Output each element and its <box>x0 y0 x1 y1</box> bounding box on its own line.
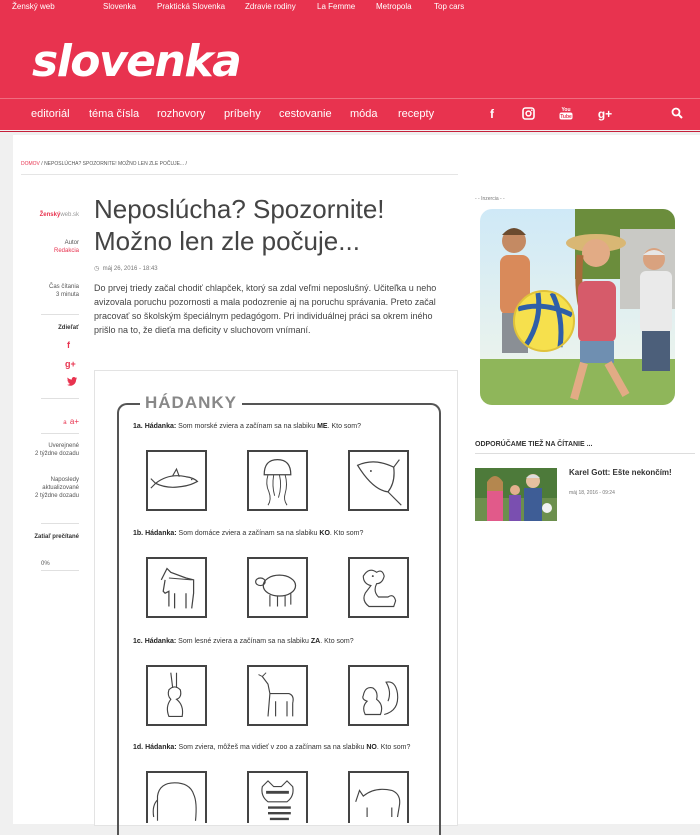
breadcrumb-separator: / <box>185 161 187 167</box>
recommended-heading: ODPORÚČAME TIEŽ NA ČÍTANIE ... <box>475 441 593 448</box>
network-link[interactable]: Zdravie rodiny <box>245 2 296 11</box>
recommended-article-title[interactable]: Karel Gott: Ešte nekončím! <box>569 468 672 477</box>
riddle-1d: 1d. Hádanka: Som zviera, môžeš ma vidieť v zoo a začínam sa na slabiku NO. Kto som? <box>133 744 411 751</box>
network-link[interactable]: Slovenka <box>103 2 136 11</box>
breadcrumb-home[interactable]: DOMOV <box>21 161 40 167</box>
share-label: Zdieľať <box>58 325 79 331</box>
author-name[interactable]: Redakcia <box>53 248 79 254</box>
network-link[interactable]: Praktická Slovenka <box>157 2 226 11</box>
article-title: Neposlúcha? Spozornite! Možno len zle počuje... <box>94 194 385 256</box>
read-time-block <box>33 283 79 299</box>
network-link[interactable]: Metropola <box>376 2 412 11</box>
raccoon-picture <box>247 771 308 823</box>
nav-item-tema-cisla[interactable]: téma čísla <box>89 108 140 120</box>
worksheet-title: HÁDANKY <box>140 393 242 413</box>
network-nav <box>0 0 700 16</box>
riddle-1c: 1c. Hádanka: Som lesné zviera a začínam sa na slabiku ZA. Kto som? <box>133 638 354 645</box>
google-plus-icon[interactable]: g+ <box>597 107 613 121</box>
sheep-picture <box>247 557 308 618</box>
nav-item-rozhovory[interactable]: rozhovory <box>157 108 206 120</box>
search-icon[interactable] <box>671 107 687 119</box>
author-label: Autor <box>64 240 79 246</box>
youtube-icon[interactable] <box>558 105 574 121</box>
horse-picture <box>146 557 207 618</box>
content-area <box>13 135 700 824</box>
published-label: Uverejnené <box>48 443 79 449</box>
nav-item-recepty[interactable]: recepty <box>398 108 435 120</box>
author-block <box>33 239 79 255</box>
meta-divider <box>41 398 79 399</box>
breadcrumb-divider <box>21 174 458 175</box>
read-time-label: Čas čítania <box>48 284 79 290</box>
elephant-picture <box>146 771 207 823</box>
breadcrumb <box>21 161 187 167</box>
facebook-icon[interactable]: f <box>490 107 494 121</box>
nav-item-cestovanie[interactable]: cestovanie <box>279 108 332 120</box>
site-logo[interactable]: slovenka <box>32 36 241 87</box>
youtube-you: You <box>561 107 571 113</box>
stingray-picture <box>348 450 409 511</box>
nav-item-pribehy[interactable]: príbehy <box>224 108 261 120</box>
riddle-1a: 1a. Hádanka: Som morské zviera a začínam sa na slabiku ME. Kto som? <box>133 423 362 430</box>
clock-icon: ◷ <box>94 266 100 272</box>
progress-bar <box>41 570 79 571</box>
squirrel-picture <box>348 665 409 726</box>
recommended-thumbnail[interactable] <box>475 468 557 521</box>
brand-badge-a: Ženský <box>39 212 61 218</box>
article-date <box>94 265 158 272</box>
dog-picture <box>348 557 409 618</box>
published-value: 2 týždne dozadu <box>34 451 79 457</box>
font-size-controls <box>33 418 79 427</box>
breadcrumb-current: NEPOSLÚCHA? SPOZORNITE! MOŽNO LEN ZLE POČUJE... <box>44 161 185 167</box>
site-header <box>0 0 700 130</box>
updated-value: 2 týždne dozadu <box>34 493 79 499</box>
progress-label: Zatiaľ prečítané <box>34 534 79 540</box>
font-increase-button[interactable]: a+ <box>69 417 79 426</box>
progress-value: 0% <box>41 561 50 567</box>
updated-block <box>33 476 79 500</box>
network-link[interactable]: Ženský web <box>12 2 55 11</box>
jellyfish-picture <box>247 450 308 511</box>
meta-divider <box>41 433 79 434</box>
dolphin-picture <box>146 450 207 511</box>
article-date-text: máj 26, 2016 - 18:43 <box>102 266 158 272</box>
article-lead: Do prvej triedy začal chodiť chlapček, ktorý sa zdal veľmi neposlušný. Učiteľka u neho avizovala poruchu pozornosti a mala podozrenie aj na poruchu správania. Preto začal pracovať so školským špeciálnym pedagógom. Pri individuálnej práci sa okrem iného prišlo na to, že dieťa ma deficity v sluchovom vnímaní. <box>94 283 437 335</box>
network-link[interactable]: La Femme <box>317 2 356 11</box>
brand-badge <box>33 211 79 219</box>
facebook-share-icon[interactable]: f <box>67 340 70 350</box>
google-plus-share-icon[interactable]: g+ <box>65 359 76 369</box>
network-link[interactable]: Top cars <box>434 2 465 11</box>
youtube-tube: Tube <box>560 114 572 120</box>
font-decrease-button[interactable]: a <box>63 420 67 426</box>
ad-banner[interactable] <box>480 209 675 405</box>
twitter-share-icon[interactable] <box>67 377 77 388</box>
nav-item-editorial[interactable]: editoriál <box>31 108 70 120</box>
breadcrumb-separator: / <box>41 161 43 167</box>
hare-picture <box>146 665 207 726</box>
recommended-divider <box>475 453 695 454</box>
updated-label: Naposledy aktualizované <box>42 477 79 491</box>
published-block <box>33 442 79 458</box>
ad-label: - - Inzercia - - <box>475 196 505 202</box>
main-nav <box>0 98 700 132</box>
brand-badge-b: web.sk <box>60 212 79 218</box>
riddle-1b: 1b. Hádanka: Som domáce zviera a začínam sa na slabiku KO. Kto som? <box>133 530 364 537</box>
deer-picture <box>247 665 308 726</box>
rhino-picture <box>348 771 409 823</box>
nav-item-moda[interactable]: móda <box>350 108 378 120</box>
read-time-value: 3 minuta <box>55 292 79 298</box>
meta-divider <box>41 314 79 315</box>
article-image-worksheet <box>94 370 458 826</box>
instagram-icon[interactable] <box>522 107 538 120</box>
meta-divider <box>41 523 79 524</box>
recommended-article-date: máj 18, 2016 - 09:24 <box>569 490 615 496</box>
